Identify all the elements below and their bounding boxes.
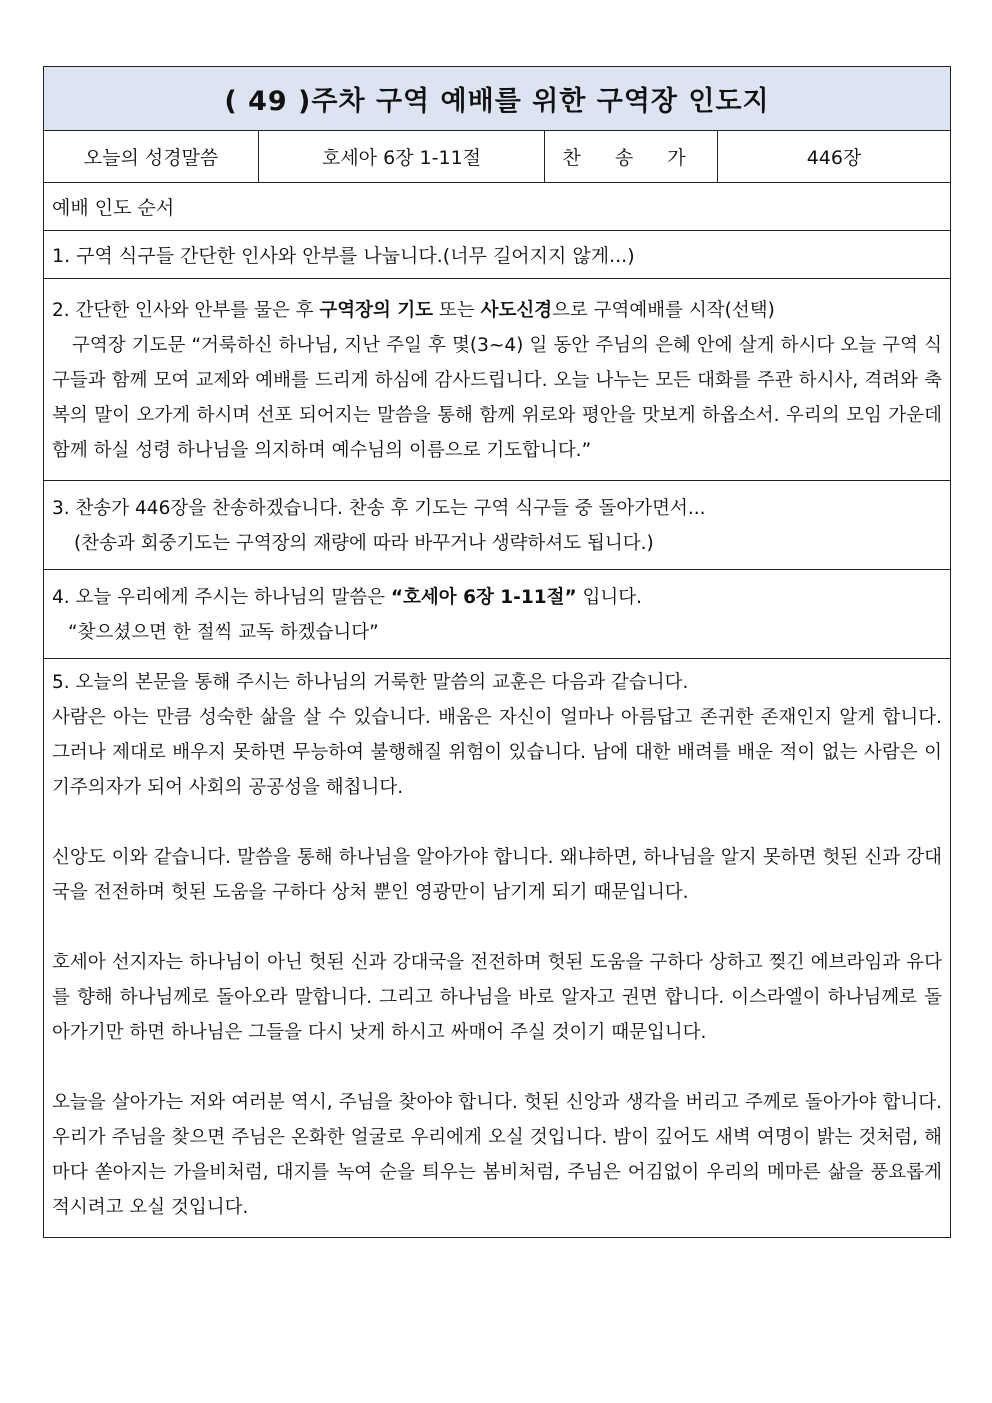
step-5-para-2: 신앙도 이와 같습니다. 말씀을 통해 하나님을 알아가야 합니다. 왜냐하면, 하나님을 알지 못하면 헛된 신과 강대국을 전전하며 헛된 도움을 구하다 상처 뿐인 영광만이 남기게 되기 때문입니다.: [52, 847, 942, 903]
hymn-value: 446장: [806, 147, 862, 169]
hymn-label: 찬 송 가: [545, 131, 718, 182]
step-2-mid: 또는: [433, 300, 481, 321]
step-4-line2: “찾으셨으면 한 절씩 교독 하겠습니다”: [68, 622, 379, 643]
step-4-line1: [52, 580, 942, 615]
step-3: [44, 481, 950, 570]
step-4: [44, 570, 950, 659]
order-label: 예배 인도 순서: [44, 183, 950, 231]
step-1: 1. 구역 식구들 간단한 인사와 안부를 나눕니다.(너무 길어지지 않게...): [44, 231, 950, 279]
scripture-value: 호세아 6장 1-11절: [259, 131, 545, 182]
worship-guide-table: [43, 66, 951, 1238]
step-4-post: 입니다.: [576, 587, 642, 608]
step-5-para-1: 사람은 아는 만큼 성숙한 삶을 살 수 있습니다. 배움은 자신이 얼마나 아름답고 존귀한 존재인지 알게 합니다. 그러나 제대로 배우지 못하면 무능하여 불행해질 위험이 있습니다. 남에 대한 배려를 배운 적이 없는 사람은 이기주의자가 되어 사회의 공공성을 해칩니다.: [52, 707, 942, 798]
step-4-scripture-ref: “호세아 6장 1-11절”: [390, 587, 577, 608]
step-2-bold-prayer: 구역장의 기도: [319, 300, 434, 321]
paragraph-gap: [52, 805, 942, 840]
step-2-intro-a: 2. 간단한 인사와 안부를 물은 후: [52, 300, 320, 321]
step-5-para-4: 오늘을 살아가는 저와 여러분 역시, 주님을 찾아야 합니다. 헛된 신앙과 생각을 버리고 주께로 돌아가야 합니다. 우리가 주님을 찾으면 주님은 온화한 얼굴로 우리에게 오실 것입니다. 밤이 깊어도 새벽 여명이 밝는 것처럼, 해마다 쏟아지는 가을비처럼, 대지를 녹여 순을 틔우는 봄비처럼, 주님은 어김없이 우리의 메마른 삶을 풍요롭게 적시려고 오실 것입니다.: [52, 1092, 942, 1218]
step-5-intro: 5. 오늘의 본문을 통해 주시는 하나님의 거룩한 말씀의 교훈은 다음과 같습니다.: [52, 672, 689, 693]
step-4-pre: 4. 오늘 우리에게 주시는 하나님의 말씀은: [52, 587, 391, 608]
scripture-label: 오늘의 성경말씀: [44, 131, 259, 182]
step-2: [44, 279, 950, 481]
step-5: [44, 659, 950, 1237]
page-title: ( 49 )주차 구역 예배를 위한 구역장 인도지: [44, 67, 950, 131]
step-2-intro-b: 으로 구역예배를 시작(선택): [552, 300, 775, 321]
step-3-line2: (찬송과 회중기도는 구역장의 재량에 따라 바꾸거나 생략하셔도 됩니다.): [74, 533, 654, 554]
paragraph-gap: [52, 1050, 942, 1085]
step-2-prayer: 구역장 기도문 “거룩하신 하나님, 지난 주일 후 몇(3~4) 일 동안 주님의 은혜 안에 살게 하시다 오늘 구역 식구들과 함께 모여 교제와 예배를 드리게 하심에 감사드립니다. 오늘 나누는 모든 대화를 주관 하시사, 격려와 축복의 말이 오가게 하시며 선포 되어지는 말씀을 통해 함께 위로와 평안을 맛보게 하옵소서. 우리의 모임 가운데 함께 하실 성령 하나님을 의지하며 예수님의 이름으로 기도합니다.”: [52, 335, 942, 461]
info-row: [44, 131, 950, 183]
step-2-bold-creed: 사도신경: [480, 300, 553, 321]
step-2-intro: [52, 293, 942, 328]
paragraph-gap: [52, 910, 942, 945]
step-5-para-3: 호세아 선지자는 하나님이 아닌 헛된 신과 강대국을 전전하며 헛된 도움을 구하다 상하고 찢긴 에브라임과 유다를 향해 하나님께로 돌아오라 말합니다. 그리고 하나님을 바로 알자고 권면 합니다. 이스라엘이 하나님께로 돌아가기만 하면 하나님은 그들을 다시 낫게 하시고 싸매어 주실 것이기 때문입니다.: [52, 952, 942, 1043]
step-3-line1: 3. 찬송가 446장을 찬송하겠습니다. 찬송 후 기도는 구역 식구들 중 돌아가면서...: [52, 498, 706, 519]
